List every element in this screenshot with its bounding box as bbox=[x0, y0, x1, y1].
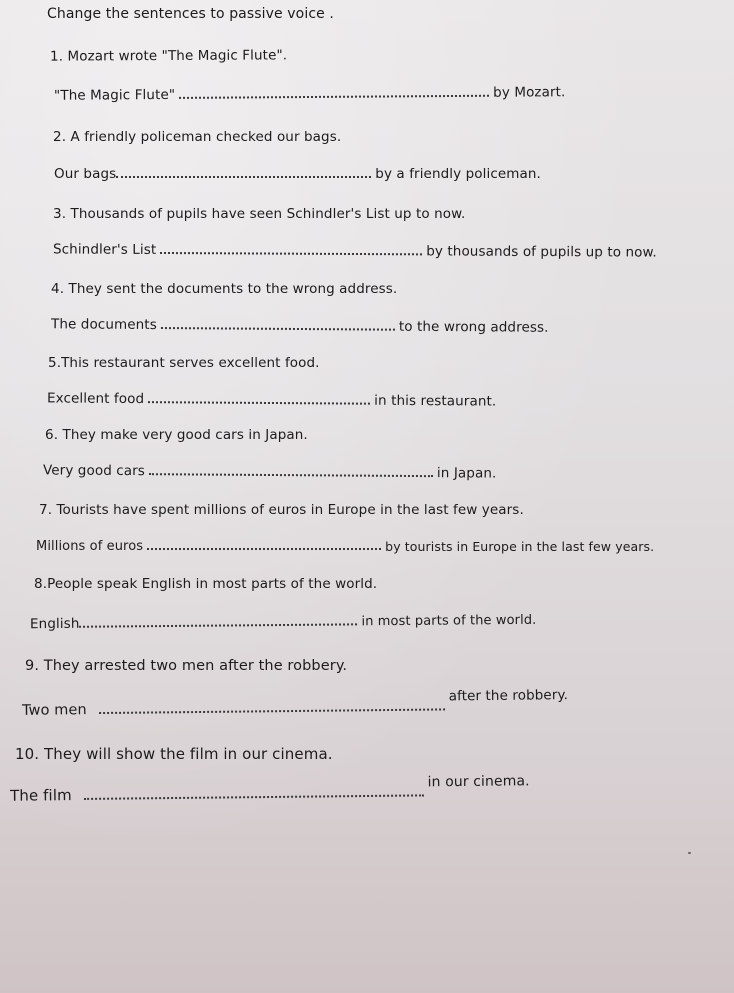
question-3: 3. Thousands of pupils have seen Schindler's List up to now. bbox=[53, 206, 466, 222]
question-5: 5.This restaurant serves excellent food. bbox=[48, 355, 320, 371]
answer-4-start: The documents bbox=[50, 316, 157, 334]
answer-10-end: in our cinema. bbox=[427, 773, 530, 791]
paper-speck bbox=[688, 852, 691, 854]
answer-2-blank[interactable] bbox=[116, 176, 371, 178]
answer-5-start: Excellent food bbox=[46, 390, 145, 408]
answer-row-7 bbox=[36, 539, 654, 554]
answer-9-start: Two men bbox=[21, 702, 87, 719]
answer-3-end: by thousands of pupils up to now. bbox=[426, 243, 657, 261]
question-2: 2. A friendly policeman checked our bags. bbox=[53, 129, 342, 145]
answer-1-end: by Mozart. bbox=[493, 84, 566, 101]
answer-4-end: to the wrong address. bbox=[398, 318, 549, 336]
answer-8-end: in most parts of the world. bbox=[361, 612, 537, 630]
question-9: 9. They arrested two men after the robbery. bbox=[25, 658, 348, 674]
answer-6-end: in Japan. bbox=[436, 465, 497, 482]
answer-row-10 bbox=[10, 773, 530, 804]
answer-7-blank[interactable] bbox=[147, 548, 381, 550]
answer-7-end: by tourists in Europe in the last few years. bbox=[385, 539, 655, 554]
answer-6-blank[interactable] bbox=[149, 473, 433, 477]
answer-9-end: after the robbery. bbox=[448, 687, 569, 705]
question-4: 4. They sent the documents to the wrong address. bbox=[51, 281, 398, 297]
answer-9-blank[interactable] bbox=[99, 708, 445, 714]
answer-8-start: English bbox=[29, 615, 80, 633]
answer-row-6 bbox=[43, 462, 497, 481]
answer-10-blank[interactable] bbox=[84, 794, 424, 800]
instruction-heading: Change the sentences to passive voice . bbox=[47, 6, 334, 22]
question-10: 10. They will show the film in our cinema. bbox=[15, 745, 333, 763]
answer-3-start: Schindler's List bbox=[52, 241, 157, 258]
answer-6-start: Very good cars bbox=[42, 462, 146, 480]
answer-7-start: Millions of euros bbox=[36, 539, 144, 554]
answer-5-blank[interactable] bbox=[148, 401, 370, 405]
answer-1-blank[interactable] bbox=[179, 95, 489, 99]
answer-10-start: The film bbox=[9, 786, 72, 805]
answer-3-blank[interactable] bbox=[160, 252, 422, 255]
answer-row-3 bbox=[53, 241, 657, 260]
question-8: 8.People speak English in most parts of the world. bbox=[34, 576, 378, 592]
answer-2-end: by a friendly policeman. bbox=[375, 166, 541, 182]
answer-2-start: Our bags bbox=[54, 166, 117, 182]
answer-5-end: in this restaurant. bbox=[374, 392, 497, 410]
question-7: 7. Tourists have spent millions of euros in Europe in the last few years. bbox=[39, 502, 524, 518]
answer-row-4 bbox=[51, 316, 549, 335]
answer-row-9 bbox=[22, 687, 568, 719]
answer-1-start: "The Magic Flute" bbox=[53, 86, 176, 104]
question-1: 1. Mozart wrote "The Magic Flute". bbox=[49, 47, 288, 65]
answer-8-blank[interactable] bbox=[79, 623, 357, 627]
answer-row-5 bbox=[47, 390, 496, 409]
answer-4-blank[interactable] bbox=[161, 327, 395, 331]
answer-row-1 bbox=[54, 84, 566, 104]
answer-row-2 bbox=[54, 166, 541, 182]
question-6: 6. They make very good cars in Japan. bbox=[45, 427, 308, 443]
answer-row-8 bbox=[30, 612, 537, 632]
